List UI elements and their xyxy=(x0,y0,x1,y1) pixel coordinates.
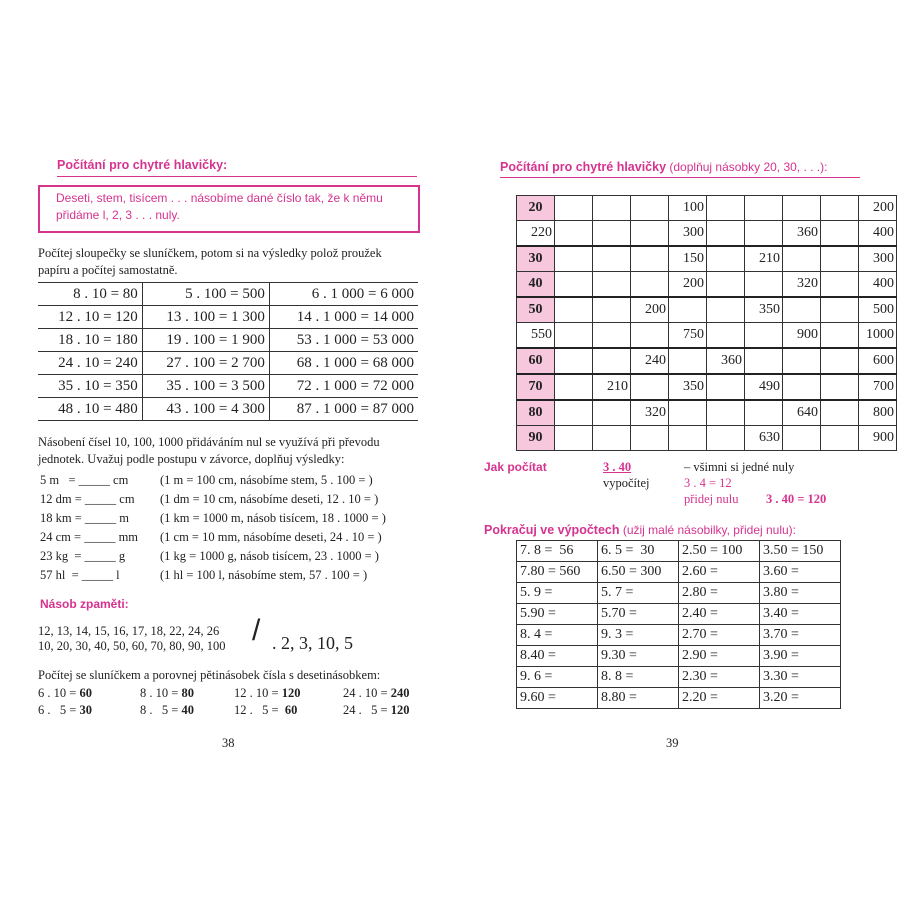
grid-cell[interactable] xyxy=(821,374,859,400)
calc-row xyxy=(517,646,841,667)
mult-cell: 24 . 10 = 240 xyxy=(38,352,142,375)
compare-expression: 12 . 10 = xyxy=(234,686,282,700)
mult-cell: 8 . 10 = 80 xyxy=(38,283,142,306)
unit-hint: (1 dm = 10 cm, násobíme deseti, 12 . 10 = ) xyxy=(160,492,379,506)
grid-cell: 700 xyxy=(859,374,897,400)
grid-cell[interactable] xyxy=(631,426,669,451)
calc-cell: 3.30 = xyxy=(760,667,841,688)
grid-cell[interactable] xyxy=(821,348,859,374)
calc-cell: 2.70 = xyxy=(679,625,760,646)
grid-cell[interactable] xyxy=(555,272,593,298)
grid-cell[interactable] xyxy=(707,426,745,451)
grid-cell: 800 xyxy=(859,400,897,426)
grid-cell[interactable] xyxy=(555,323,593,349)
grid-cell[interactable] xyxy=(707,400,745,426)
grid-cell[interactable] xyxy=(631,246,669,272)
calculation-table xyxy=(516,540,841,709)
grid-cell: 400 xyxy=(859,221,897,247)
mult-cell: 27 . 100 = 2 700 xyxy=(142,352,269,375)
grid-cell[interactable] xyxy=(593,272,631,298)
grid-cell[interactable] xyxy=(593,196,631,221)
mental-heading: Násob zpaměti: xyxy=(40,597,129,611)
grid-row xyxy=(517,400,897,426)
compare-value: 60 xyxy=(79,686,92,700)
grid-cell[interactable] xyxy=(555,348,593,374)
grid-cell[interactable] xyxy=(669,348,707,374)
compare-expression: 24 . 5 = xyxy=(343,703,391,717)
unit-hint: (1 km = 1000 m, násob tisícem, 18 . 1000 = ) xyxy=(160,511,386,525)
calc-cell: 3.80 = xyxy=(760,583,841,604)
rule-box xyxy=(38,185,420,233)
grid-cell: 750 xyxy=(669,323,707,349)
mult-row xyxy=(38,329,418,352)
calc-cell: 2.60 = xyxy=(679,562,760,583)
grid-cell[interactable] xyxy=(707,272,745,298)
grid-cell[interactable] xyxy=(593,297,631,323)
calc-cell: 6.50 = 300 xyxy=(598,562,679,583)
mult-row xyxy=(38,375,418,398)
grid-cell[interactable] xyxy=(593,348,631,374)
how-result: 3 . 40 = 120 xyxy=(766,492,827,506)
grid-row-header: 70 xyxy=(517,374,555,400)
grid-row-header: 550 xyxy=(517,323,555,349)
units-exercises xyxy=(40,472,160,586)
grid-cell: 150 xyxy=(669,246,707,272)
grid-cell[interactable] xyxy=(555,196,593,221)
grid-cell[interactable] xyxy=(821,323,859,349)
mult-cell: 68 . 1 000 = 68 000 xyxy=(269,352,418,375)
grid-cell: 600 xyxy=(859,348,897,374)
grid-row xyxy=(517,323,897,349)
mult-cell: 6 . 1 000 = 6 000 xyxy=(269,283,418,306)
calc-cell: 5. 9 = xyxy=(517,583,598,604)
calc-cell: 3.40 = xyxy=(760,604,841,625)
right-heading-note: (doplňuj násobky 20, 30, . . .): xyxy=(666,160,828,174)
grid-cell[interactable] xyxy=(821,246,859,272)
compare-item xyxy=(140,685,194,702)
how-expression xyxy=(603,459,631,476)
unit-exercise: 5 m = _____ cm xyxy=(40,473,129,487)
calc-cell: 8.40 = xyxy=(517,646,598,667)
grid-cell: 200 xyxy=(859,196,897,221)
mult-cell: 35 . 100 = 3 500 xyxy=(142,375,269,398)
left-heading: Počítání pro chytré hlavičky: xyxy=(57,158,228,172)
compare-expression: 6 . 10 = xyxy=(38,686,80,700)
calc-row xyxy=(517,667,841,688)
grid-cell[interactable] xyxy=(593,221,631,247)
compare-value: 240 xyxy=(390,686,410,700)
calc-cell: 5.70 = xyxy=(598,604,679,625)
grid-cell[interactable] xyxy=(707,246,745,272)
compare-item xyxy=(343,685,409,702)
compare-value: 30 xyxy=(79,703,92,717)
grid-cell: 210 xyxy=(745,246,783,272)
how-note: – všimni si jedné nuly xyxy=(684,460,795,474)
grid-row-header: 90 xyxy=(517,426,555,451)
mental-slash: / xyxy=(252,614,261,647)
mult-cell: 72 . 1 000 = 72 000 xyxy=(269,375,418,398)
grid-cell: 1000 xyxy=(859,323,897,349)
grid-cell: 350 xyxy=(745,297,783,323)
calc-cell: 3.60 = xyxy=(760,562,841,583)
grid-cell[interactable] xyxy=(745,400,783,426)
compare-item xyxy=(343,702,409,719)
calc-cell: 9. 3 = xyxy=(598,625,679,646)
grid-cell: 400 xyxy=(859,272,897,298)
grid-cell[interactable] xyxy=(631,196,669,221)
grid-cell[interactable] xyxy=(707,196,745,221)
continue-note: (užij malé násobilky, přidej nulu): xyxy=(619,523,797,537)
compare-value: 60 xyxy=(284,703,298,717)
unit-exercise: 57 hl = _____ l xyxy=(40,568,120,582)
multiples-grid xyxy=(516,195,897,451)
grid-cell: 490 xyxy=(745,374,783,400)
compare-item xyxy=(38,702,92,719)
multiplication-table xyxy=(38,282,418,421)
calc-row xyxy=(517,562,841,583)
mult-cell: 87 . 1 000 = 87 000 xyxy=(269,398,418,421)
how-add: přidej nulu xyxy=(684,492,739,506)
grid-cell[interactable] xyxy=(631,374,669,400)
grid-cell[interactable] xyxy=(707,374,745,400)
grid-cell[interactable] xyxy=(821,426,859,451)
calc-row xyxy=(517,583,841,604)
grid-cell[interactable] xyxy=(593,400,631,426)
grid-cell[interactable] xyxy=(783,348,821,374)
grid-row-header: 20 xyxy=(517,196,555,221)
calc-cell: 3.90 = xyxy=(760,646,841,667)
right-heading-rule xyxy=(500,177,860,178)
grid-row xyxy=(517,374,897,400)
how-compute: vypočítej xyxy=(603,476,650,490)
grid-cell: 350 xyxy=(669,374,707,400)
calc-cell: 9.60 = xyxy=(517,688,598,709)
calc-cell: 8.80 = xyxy=(598,688,679,709)
calc-row xyxy=(517,541,841,562)
grid-cell[interactable] xyxy=(821,272,859,298)
calc-cell: 2.30 = xyxy=(679,667,760,688)
grid-cell[interactable] xyxy=(745,196,783,221)
calc-cell: 7.80 = 560 xyxy=(517,562,598,583)
mult-cell: 35 . 10 = 350 xyxy=(38,375,142,398)
continue-heading: Pokračuj ve výpočtech xyxy=(484,523,620,537)
compare-item xyxy=(234,685,300,702)
compare-value: 120 xyxy=(390,703,410,717)
mental-numbers-line1: 12, 13, 14, 15, 16, 17, 18, 22, 24, 26 xyxy=(38,624,220,638)
calc-row xyxy=(517,604,841,625)
grid-cell[interactable] xyxy=(555,400,593,426)
rule-box-line1: Deseti, stem, tisícem . . . násobíme dané číslo tak, že k němu xyxy=(56,191,383,205)
grid-row xyxy=(517,196,897,221)
mult-row xyxy=(38,306,418,329)
grid-cell[interactable] xyxy=(669,400,707,426)
grid-cell[interactable] xyxy=(593,323,631,349)
grid-cell[interactable] xyxy=(821,196,859,221)
calc-cell: 3.70 = xyxy=(760,625,841,646)
compare-item xyxy=(38,685,92,702)
grid-cell: 300 xyxy=(859,246,897,272)
grid-cell[interactable] xyxy=(821,221,859,247)
grid-cell: 630 xyxy=(745,426,783,451)
grid-cell: 900 xyxy=(859,426,897,451)
mult-cell: 43 . 100 = 4 300 xyxy=(142,398,269,421)
compare-expression: 8 . 10 = xyxy=(140,686,182,700)
grid-cell[interactable] xyxy=(783,196,821,221)
unit-exercise: 23 kg = _____ g xyxy=(40,549,126,563)
calc-cell: 9.30 = xyxy=(598,646,679,667)
compare-value: 40 xyxy=(181,703,194,717)
calc-cell: 6. 5 = 30 xyxy=(598,541,679,562)
instruction-line2: papíru a počítej samostatně. xyxy=(38,263,178,277)
grid-cell[interactable] xyxy=(783,297,821,323)
grid-cell[interactable] xyxy=(555,426,593,451)
unit-exercise: 24 cm = _____ mm xyxy=(40,530,139,544)
how-step: 3 . 4 = 12 xyxy=(684,476,732,490)
grid-cell[interactable] xyxy=(745,221,783,247)
grid-row-header: 220 xyxy=(517,221,555,247)
grid-cell: 320 xyxy=(631,400,669,426)
grid-cell[interactable] xyxy=(669,297,707,323)
grid-cell[interactable] xyxy=(555,374,593,400)
calc-row xyxy=(517,688,841,709)
grid-cell[interactable] xyxy=(745,272,783,298)
grid-row-header: 60 xyxy=(517,348,555,374)
unit-hint: (1 m = 100 cm, násobíme stem, 5 . 100 = ) xyxy=(160,473,373,487)
calc-cell: 3.20 = xyxy=(760,688,841,709)
mult-row xyxy=(38,352,418,375)
unit-hint: (1 cm = 10 mm, násobíme deseti, 24 . 10 = ) xyxy=(160,530,382,544)
grid-row-header: 40 xyxy=(517,272,555,298)
calc-cell: 7. 8 = 56 xyxy=(517,541,598,562)
right-heading: Počítání pro chytré hlavičky xyxy=(500,160,667,174)
calc-cell: 2.80 = xyxy=(679,583,760,604)
grid-cell[interactable] xyxy=(707,323,745,349)
grid-cell[interactable] xyxy=(669,426,707,451)
grid-cell: 100 xyxy=(669,196,707,221)
compare-expression: 24 . 10 = xyxy=(343,686,391,700)
grid-row-header: 80 xyxy=(517,400,555,426)
grid-cell: 640 xyxy=(783,400,821,426)
grid-cell: 360 xyxy=(707,348,745,374)
grid-cell[interactable] xyxy=(745,348,783,374)
left-page-number: 38 xyxy=(222,736,235,750)
grid-cell[interactable] xyxy=(593,426,631,451)
mult-cell: 14 . 1 000 = 14 000 xyxy=(269,306,418,329)
grid-cell[interactable] xyxy=(821,297,859,323)
grid-row xyxy=(517,426,897,451)
grid-cell: 240 xyxy=(631,348,669,374)
calc-cell: 2.40 = xyxy=(679,604,760,625)
grid-cell[interactable] xyxy=(631,272,669,298)
grid-cell[interactable] xyxy=(821,400,859,426)
unit-exercise: 12 dm = _____ cm xyxy=(40,492,135,506)
grid-cell[interactable] xyxy=(631,221,669,247)
right-heading-line xyxy=(500,160,827,175)
mult-cell: 19 . 100 = 1 900 xyxy=(142,329,269,352)
calc-cell: 5.90 = xyxy=(517,604,598,625)
grid-cell[interactable] xyxy=(631,323,669,349)
rule-box-line2: přidáme l, 2, 3 . . . nuly. xyxy=(56,208,180,222)
grid-row xyxy=(517,297,897,323)
unit-exercise: 18 km = _____ m xyxy=(40,511,129,525)
calc-row xyxy=(517,625,841,646)
compare-intro: Počítej se sluníčkem a porovnej pětinásobek čísla s desetinásobkem: xyxy=(38,668,381,682)
continue-heading-line xyxy=(484,523,796,538)
calc-cell: 3.50 = 150 xyxy=(760,541,841,562)
grid-cell[interactable] xyxy=(555,297,593,323)
grid-cell[interactable] xyxy=(555,221,593,247)
grid-row-header: 50 xyxy=(517,297,555,323)
how-expression-text: 3 . 40 xyxy=(603,460,632,474)
compare-expression: 8 . 5 = xyxy=(140,703,182,717)
compare-expression: 6 . 5 = xyxy=(38,703,80,717)
calc-cell: 2.90 = xyxy=(679,646,760,667)
mental-numbers-line2: 10, 20, 30, 40, 50, 60, 70, 80, 90, 100 xyxy=(38,639,226,653)
mental-factors: . 2, 3, 10, 5 xyxy=(272,633,353,653)
grid-row xyxy=(517,246,897,272)
unit-hint: (1 kg = 1000 g, násob tisícem, 23 . 1000 = ) xyxy=(160,549,379,563)
units-intro-line2: jednotek. Uvažuj podle postupu v závorce, doplňuj výsledky: xyxy=(38,452,345,466)
how-label: Jak počítat xyxy=(484,460,547,474)
compare-value: 120 xyxy=(281,686,301,700)
mult-cell: 48 . 10 = 480 xyxy=(38,398,142,421)
grid-cell[interactable] xyxy=(555,246,593,272)
unit-hint: (1 hl = 100 l, násobíme stem, 57 . 100 = ) xyxy=(160,568,368,582)
grid-row-header: 30 xyxy=(517,246,555,272)
right-page-number: 39 xyxy=(666,736,679,750)
mult-cell: 13 . 100 = 1 300 xyxy=(142,306,269,329)
grid-cell[interactable] xyxy=(783,246,821,272)
instruction-line1: Počítej sloupečky se sluníčkem, potom si na výsledky polož proužek xyxy=(38,246,382,260)
grid-row xyxy=(517,272,897,298)
grid-cell[interactable] xyxy=(745,323,783,349)
mult-row xyxy=(38,398,418,421)
calc-cell: 5. 7 = xyxy=(598,583,679,604)
grid-cell[interactable] xyxy=(707,221,745,247)
grid-cell[interactable] xyxy=(707,297,745,323)
grid-cell: 210 xyxy=(593,374,631,400)
mult-row xyxy=(38,283,418,306)
grid-cell[interactable] xyxy=(783,426,821,451)
grid-cell[interactable] xyxy=(593,246,631,272)
mult-cell: 18 . 10 = 180 xyxy=(38,329,142,352)
compare-item xyxy=(234,702,297,719)
left-heading-rule xyxy=(57,176,417,177)
compare-expression: 12 . 5 = xyxy=(234,703,285,717)
units-hints xyxy=(160,472,418,586)
mult-cell: 53 . 1 000 = 53 000 xyxy=(269,329,418,352)
calc-cell: 9. 6 = xyxy=(517,667,598,688)
grid-cell: 200 xyxy=(631,297,669,323)
mult-cell: 5 . 100 = 500 xyxy=(142,283,269,306)
compare-item xyxy=(140,702,194,719)
grid-cell: 360 xyxy=(783,221,821,247)
calc-cell: 8. 8 = xyxy=(598,667,679,688)
grid-cell: 900 xyxy=(783,323,821,349)
calc-cell: 2.50 = 100 xyxy=(679,541,760,562)
grid-row xyxy=(517,348,897,374)
compare-value: 80 xyxy=(181,686,194,700)
mult-cell: 12 . 10 = 120 xyxy=(38,306,142,329)
grid-cell: 500 xyxy=(859,297,897,323)
units-intro-line1: Násobení čísel 10, 100, 1000 přidáváním nul se využívá při převodu xyxy=(38,435,380,449)
grid-cell: 320 xyxy=(783,272,821,298)
calc-cell: 2.20 = xyxy=(679,688,760,709)
calc-cell: 8. 4 = xyxy=(517,625,598,646)
grid-cell: 300 xyxy=(669,221,707,247)
grid-row xyxy=(517,221,897,247)
grid-cell[interactable] xyxy=(783,374,821,400)
grid-cell: 200 xyxy=(669,272,707,298)
